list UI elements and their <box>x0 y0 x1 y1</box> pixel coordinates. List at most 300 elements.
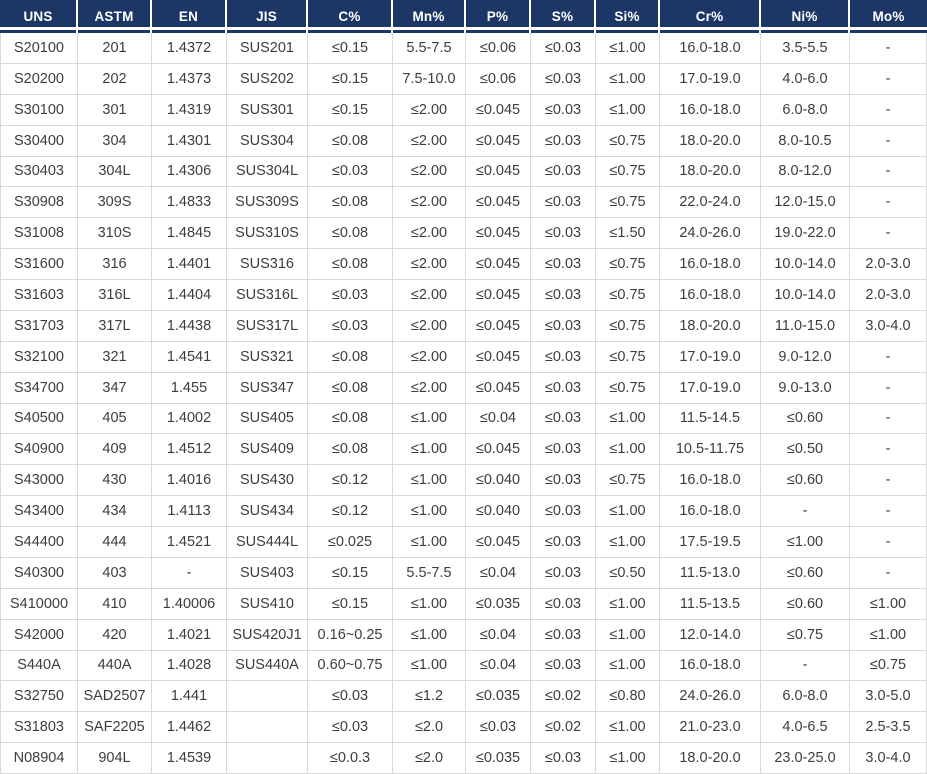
table-cell: S40900 <box>0 434 78 465</box>
table-cell: ≤0.0.3 <box>308 743 393 774</box>
table-row <box>0 249 927 280</box>
table-cell: ≤0.12 <box>308 496 393 527</box>
table-cell: S30908 <box>0 187 78 218</box>
header-row <box>0 0 927 33</box>
column-header-p: P% <box>466 0 531 33</box>
table-row <box>0 434 927 465</box>
table-cell: - <box>850 95 927 126</box>
table-cell: 1.4306 <box>152 157 227 188</box>
table-cell: ≤0.03 <box>531 373 596 404</box>
table-cell: ≤0.75 <box>596 280 660 311</box>
table-cell: 16.0-18.0 <box>660 496 761 527</box>
table-cell: ≤0.03 <box>531 558 596 589</box>
table-cell: ≤0.06 <box>466 64 531 95</box>
table-cell: SUS316L <box>227 280 308 311</box>
table-cell: ≤1.00 <box>596 64 660 95</box>
column-header-cr: Cr% <box>660 0 761 33</box>
table-cell: 0.60~0.75 <box>308 651 393 682</box>
table-cell: SUS409 <box>227 434 308 465</box>
table-cell: ≤1.00 <box>393 589 466 620</box>
table-cell: 1.4845 <box>152 218 227 249</box>
table-row <box>0 280 927 311</box>
column-header-mn: Mn% <box>393 0 466 33</box>
table-cell: ≤1.00 <box>761 527 850 558</box>
table-cell: ≤0.15 <box>308 33 393 64</box>
table-cell: 3.5-5.5 <box>761 33 850 64</box>
table-cell: 440A <box>78 651 152 682</box>
table-cell: ≤0.035 <box>466 589 531 620</box>
table-cell: 301 <box>78 95 152 126</box>
table-cell: 5.5-7.5 <box>393 33 466 64</box>
table-cell: SUS304 <box>227 126 308 157</box>
table-cell: SUS321 <box>227 342 308 373</box>
table-row <box>0 126 927 157</box>
table-cell: SUS403 <box>227 558 308 589</box>
table-cell: ≤0.03 <box>531 33 596 64</box>
table-cell: ≤0.03 <box>531 527 596 558</box>
table-cell: 16.0-18.0 <box>660 249 761 280</box>
table-cell: ≤0.03 <box>531 743 596 774</box>
table-cell: ≤0.03 <box>531 589 596 620</box>
table-cell: 16.0-18.0 <box>660 95 761 126</box>
table-cell: ≤2.0 <box>393 712 466 743</box>
table-cell: ≤0.08 <box>308 373 393 404</box>
table-cell: ≤2.00 <box>393 187 466 218</box>
table-cell <box>227 712 308 743</box>
table-row <box>0 311 927 342</box>
table-row <box>0 589 927 620</box>
table-cell: 17.0-19.0 <box>660 64 761 95</box>
table-cell: ≤1.00 <box>596 434 660 465</box>
table-cell: S31600 <box>0 249 78 280</box>
table-cell: 409 <box>78 434 152 465</box>
table-cell: ≤0.045 <box>466 218 531 249</box>
table-cell: SUS410 <box>227 589 308 620</box>
table-cell: 11.5-13.5 <box>660 589 761 620</box>
table-cell: ≤0.50 <box>596 558 660 589</box>
table-cell: S44400 <box>0 527 78 558</box>
table-cell: - <box>850 342 927 373</box>
table-cell: ≤0.045 <box>466 373 531 404</box>
table-row <box>0 157 927 188</box>
table-cell: 8.0-12.0 <box>761 157 850 188</box>
table-cell: 1.4438 <box>152 311 227 342</box>
table-cell: ≤2.00 <box>393 157 466 188</box>
table-cell: - <box>152 558 227 589</box>
table-cell: ≤0.60 <box>761 558 850 589</box>
table-cell: ≤0.03 <box>531 126 596 157</box>
table-cell: ≤0.03 <box>531 218 596 249</box>
table-cell: 3.0-4.0 <box>850 311 927 342</box>
table-cell: ≤0.035 <box>466 681 531 712</box>
table-cell: S40300 <box>0 558 78 589</box>
table-cell: - <box>850 434 927 465</box>
table-cell: ≤0.03 <box>531 465 596 496</box>
table-cell: 1.4512 <box>152 434 227 465</box>
table-cell: ≤2.00 <box>393 311 466 342</box>
table-cell: SUS347 <box>227 373 308 404</box>
table-cell: 420 <box>78 620 152 651</box>
table-cell: ≤0.75 <box>596 311 660 342</box>
table-cell: ≤1.2 <box>393 681 466 712</box>
table-cell: SUS304L <box>227 157 308 188</box>
table-cell: ≤0.03 <box>531 157 596 188</box>
table-cell: 3.0-4.0 <box>850 743 927 774</box>
table-cell: ≤1.00 <box>596 651 660 682</box>
table-cell: N08904 <box>0 743 78 774</box>
table-cell: ≤0.15 <box>308 95 393 126</box>
table-cell: ≤1.00 <box>393 496 466 527</box>
table-cell: 1.4028 <box>152 651 227 682</box>
table-cell: ≤1.00 <box>393 651 466 682</box>
table-cell: 309S <box>78 187 152 218</box>
table-cell: 16.0-18.0 <box>660 33 761 64</box>
table-cell: - <box>850 33 927 64</box>
table-cell: 430 <box>78 465 152 496</box>
table-row <box>0 558 927 589</box>
table-cell: ≤0.75 <box>761 620 850 651</box>
table-cell: SUS434 <box>227 496 308 527</box>
table-cell: ≤0.03 <box>531 342 596 373</box>
table-cell: 1.40006 <box>152 589 227 620</box>
table-cell: ≤0.08 <box>308 342 393 373</box>
table-cell: ≤1.00 <box>596 496 660 527</box>
table-cell: 1.4541 <box>152 342 227 373</box>
table-cell: 1.4016 <box>152 465 227 496</box>
table-row <box>0 743 927 774</box>
table-cell: 1.4373 <box>152 64 227 95</box>
table-cell: - <box>761 651 850 682</box>
table-cell: ≤0.03 <box>531 651 596 682</box>
table-cell: 202 <box>78 64 152 95</box>
table-cell: ≤2.00 <box>393 249 466 280</box>
table-row <box>0 33 927 64</box>
table-cell: 10.0-14.0 <box>761 280 850 311</box>
table-cell: ≤0.03 <box>531 95 596 126</box>
table-cell: 304 <box>78 126 152 157</box>
table-cell: - <box>850 558 927 589</box>
table-cell: ≤0.04 <box>466 404 531 435</box>
table-cell: 3.0-5.0 <box>850 681 927 712</box>
table-cell: ≤1.00 <box>850 620 927 651</box>
table-cell: 201 <box>78 33 152 64</box>
table-row <box>0 342 927 373</box>
table-cell: 403 <box>78 558 152 589</box>
table-cell: ≤0.60 <box>761 589 850 620</box>
table-cell: 11.5-14.5 <box>660 404 761 435</box>
table-cell: ≤0.045 <box>466 311 531 342</box>
table-cell: SUS202 <box>227 64 308 95</box>
table-cell: - <box>850 157 927 188</box>
table-cell: 4.0-6.0 <box>761 64 850 95</box>
table-cell: ≤0.75 <box>850 651 927 682</box>
table-cell: ≤1.00 <box>596 95 660 126</box>
table-cell: 5.5-7.5 <box>393 558 466 589</box>
table-cell: 12.0-14.0 <box>660 620 761 651</box>
table-cell <box>227 743 308 774</box>
table-cell: S31008 <box>0 218 78 249</box>
table-cell: ≤1.00 <box>393 404 466 435</box>
table-row <box>0 681 927 712</box>
column-header-en: EN <box>152 0 227 33</box>
table-cell: 1.4404 <box>152 280 227 311</box>
table-cell: S20100 <box>0 33 78 64</box>
table-row <box>0 218 927 249</box>
table-cell: 16.0-18.0 <box>660 465 761 496</box>
table-cell: ≤1.00 <box>596 712 660 743</box>
table-cell: 17.0-19.0 <box>660 342 761 373</box>
table-cell: SUS444L <box>227 527 308 558</box>
table-cell: S34700 <box>0 373 78 404</box>
table-cell: 21.0-23.0 <box>660 712 761 743</box>
table-cell: ≤0.75 <box>596 187 660 218</box>
table-cell: SUS309S <box>227 187 308 218</box>
table-cell: ≤0.03 <box>531 249 596 280</box>
table-cell: ≤0.08 <box>308 249 393 280</box>
table-cell: 1.4319 <box>152 95 227 126</box>
table-cell: ≤0.03 <box>308 280 393 311</box>
table-cell: ≤0.04 <box>466 651 531 682</box>
table-cell: ≤0.75 <box>596 342 660 373</box>
table-cell: 434 <box>78 496 152 527</box>
table-cell: 23.0-25.0 <box>761 743 850 774</box>
table-cell: ≤0.60 <box>761 404 850 435</box>
table-cell: S43400 <box>0 496 78 527</box>
table-cell: 10.5-11.75 <box>660 434 761 465</box>
column-header-uns: UNS <box>0 0 78 33</box>
table-cell: 304L <box>78 157 152 188</box>
table-cell: - <box>850 126 927 157</box>
table-cell: S31703 <box>0 311 78 342</box>
table-cell: ≤0.80 <box>596 681 660 712</box>
table-cell: ≤0.02 <box>531 681 596 712</box>
table-cell: SUS301 <box>227 95 308 126</box>
table-cell: S32100 <box>0 342 78 373</box>
table-cell: 1.4301 <box>152 126 227 157</box>
table-cell: ≤1.00 <box>596 404 660 435</box>
table-cell: 317L <box>78 311 152 342</box>
table-cell: S32750 <box>0 681 78 712</box>
table-cell: 1.4521 <box>152 527 227 558</box>
table-cell: ≤0.03 <box>531 64 596 95</box>
table-cell: ≤2.00 <box>393 218 466 249</box>
table-cell: ≤0.15 <box>308 589 393 620</box>
table-cell: ≤0.02 <box>531 712 596 743</box>
table-cell: 12.0-15.0 <box>761 187 850 218</box>
table-row <box>0 465 927 496</box>
table-cell: S30400 <box>0 126 78 157</box>
table-cell: ≤0.045 <box>466 187 531 218</box>
table-cell: 9.0-12.0 <box>761 342 850 373</box>
table-cell: ≤1.00 <box>393 465 466 496</box>
table-cell: ≤0.03 <box>308 712 393 743</box>
table-cell: ≤0.12 <box>308 465 393 496</box>
table-cell: ≤0.15 <box>308 558 393 589</box>
table-cell: ≤0.03 <box>308 311 393 342</box>
table-cell: 9.0-13.0 <box>761 373 850 404</box>
table-cell: ≤0.045 <box>466 95 531 126</box>
table-cell: ≤1.50 <box>596 218 660 249</box>
table-cell: 0.16~0.25 <box>308 620 393 651</box>
table-cell: 10.0-14.0 <box>761 249 850 280</box>
table-cell: ≤0.040 <box>466 496 531 527</box>
table-cell: ≤2.00 <box>393 95 466 126</box>
table-cell: ≤0.045 <box>466 157 531 188</box>
table-cell: 16.0-18.0 <box>660 280 761 311</box>
table-cell: ≤0.03 <box>531 620 596 651</box>
table-cell: ≤0.03 <box>466 712 531 743</box>
table-cell: 17.5-19.5 <box>660 527 761 558</box>
table-cell: ≤0.75 <box>596 249 660 280</box>
table-cell: ≤2.00 <box>393 126 466 157</box>
table-cell: - <box>850 187 927 218</box>
table-cell: ≤0.08 <box>308 126 393 157</box>
table-cell: - <box>850 527 927 558</box>
table-cell: ≤0.15 <box>308 64 393 95</box>
table-cell: ≤0.03 <box>531 280 596 311</box>
table-cell: 2.5-3.5 <box>850 712 927 743</box>
table-cell: ≤0.03 <box>308 157 393 188</box>
table-cell: 347 <box>78 373 152 404</box>
table-cell: S31803 <box>0 712 78 743</box>
table-cell: 8.0-10.5 <box>761 126 850 157</box>
table-cell: ≤1.00 <box>596 589 660 620</box>
table-cell: 7.5-10.0 <box>393 64 466 95</box>
table-cell: 316 <box>78 249 152 280</box>
table-cell: ≤0.025 <box>308 527 393 558</box>
table-cell: 1.455 <box>152 373 227 404</box>
table-cell: 18.0-20.0 <box>660 157 761 188</box>
table-cell: 16.0-18.0 <box>660 651 761 682</box>
table-cell: 1.4833 <box>152 187 227 218</box>
table-cell: ≤0.04 <box>466 558 531 589</box>
column-header-astm: ASTM <box>78 0 152 33</box>
table-cell: 18.0-20.0 <box>660 743 761 774</box>
table-cell: ≤0.045 <box>466 527 531 558</box>
table-cell: - <box>850 496 927 527</box>
table-cell: ≤0.06 <box>466 33 531 64</box>
table-row <box>0 712 927 743</box>
table-cell: S40500 <box>0 404 78 435</box>
table-cell: 4.0-6.5 <box>761 712 850 743</box>
table-row <box>0 496 927 527</box>
table-cell: 1.4113 <box>152 496 227 527</box>
table-cell: SUS430 <box>227 465 308 496</box>
table-row <box>0 64 927 95</box>
table-cell: ≤1.00 <box>393 527 466 558</box>
table-cell: SUS201 <box>227 33 308 64</box>
table-cell: - <box>850 465 927 496</box>
table-cell: 6.0-8.0 <box>761 681 850 712</box>
table-cell: ≤0.75 <box>596 373 660 404</box>
table-cell: - <box>850 404 927 435</box>
table-cell: ≤0.60 <box>761 465 850 496</box>
table-cell: - <box>850 373 927 404</box>
table-row <box>0 620 927 651</box>
table-cell: SAD2507 <box>78 681 152 712</box>
table-cell: ≤0.75 <box>596 126 660 157</box>
table-cell: 316L <box>78 280 152 311</box>
table-cell: ≤0.03 <box>531 404 596 435</box>
column-header-jis: JIS <box>227 0 308 33</box>
table-cell: ≤1.00 <box>393 434 466 465</box>
table-cell: - <box>850 218 927 249</box>
table-cell: SUS420J1 <box>227 620 308 651</box>
table-cell: ≤1.00 <box>596 527 660 558</box>
table-cell: ≤2.00 <box>393 373 466 404</box>
table-cell: 11.0-15.0 <box>761 311 850 342</box>
table-cell: S43000 <box>0 465 78 496</box>
table-cell: 11.5-13.0 <box>660 558 761 589</box>
table-cell: ≤0.50 <box>761 434 850 465</box>
table-cell: ≤0.08 <box>308 187 393 218</box>
table-cell: 17.0-19.0 <box>660 373 761 404</box>
table-cell: 1.4002 <box>152 404 227 435</box>
table-cell: 904L <box>78 743 152 774</box>
table-cell: SAF2205 <box>78 712 152 743</box>
table-cell: 2.0-3.0 <box>850 280 927 311</box>
table-cell: - <box>850 64 927 95</box>
table-cell: 24.0-26.0 <box>660 218 761 249</box>
table-cell: 1.441 <box>152 681 227 712</box>
table-cell: ≤0.75 <box>596 465 660 496</box>
table-cell: ≤1.00 <box>850 589 927 620</box>
table-cell: ≤0.08 <box>308 434 393 465</box>
table-cell: ≤0.045 <box>466 342 531 373</box>
table-cell: 410 <box>78 589 152 620</box>
table-cell: 1.4539 <box>152 743 227 774</box>
table-cell: SUS317L <box>227 311 308 342</box>
table-cell: S30100 <box>0 95 78 126</box>
table-row <box>0 95 927 126</box>
table-cell: ≤2.00 <box>393 280 466 311</box>
table-cell: S410000 <box>0 589 78 620</box>
table-cell: ≤0.03 <box>531 187 596 218</box>
table-cell: ≤1.00 <box>596 743 660 774</box>
table-cell: ≤0.75 <box>596 157 660 188</box>
table-cell: ≤0.045 <box>466 249 531 280</box>
table-cell: ≤1.00 <box>596 620 660 651</box>
column-header-s: S% <box>531 0 596 33</box>
table-cell: S440A <box>0 651 78 682</box>
table-cell: 2.0-3.0 <box>850 249 927 280</box>
table-cell: ≤2.0 <box>393 743 466 774</box>
table-cell: S20200 <box>0 64 78 95</box>
table-cell: ≤0.04 <box>466 620 531 651</box>
table-row <box>0 373 927 404</box>
table-cell: ≤2.00 <box>393 342 466 373</box>
table-row <box>0 527 927 558</box>
table-cell: 444 <box>78 527 152 558</box>
table-cell <box>227 681 308 712</box>
table-cell: ≤0.045 <box>466 280 531 311</box>
table-cell: 405 <box>78 404 152 435</box>
table-cell: S42000 <box>0 620 78 651</box>
table-cell: S30403 <box>0 157 78 188</box>
table-cell: 321 <box>78 342 152 373</box>
table-cell: ≤1.00 <box>596 33 660 64</box>
table-cell: 22.0-24.0 <box>660 187 761 218</box>
table-cell: - <box>761 496 850 527</box>
column-header-ni: Ni% <box>761 0 850 33</box>
column-header-c: C% <box>308 0 393 33</box>
column-header-si: Si% <box>596 0 660 33</box>
table-cell: 1.4021 <box>152 620 227 651</box>
table-cell: 18.0-20.0 <box>660 126 761 157</box>
table-cell: ≤0.045 <box>466 434 531 465</box>
table-row <box>0 404 927 435</box>
column-header-mo: Mo% <box>850 0 927 33</box>
